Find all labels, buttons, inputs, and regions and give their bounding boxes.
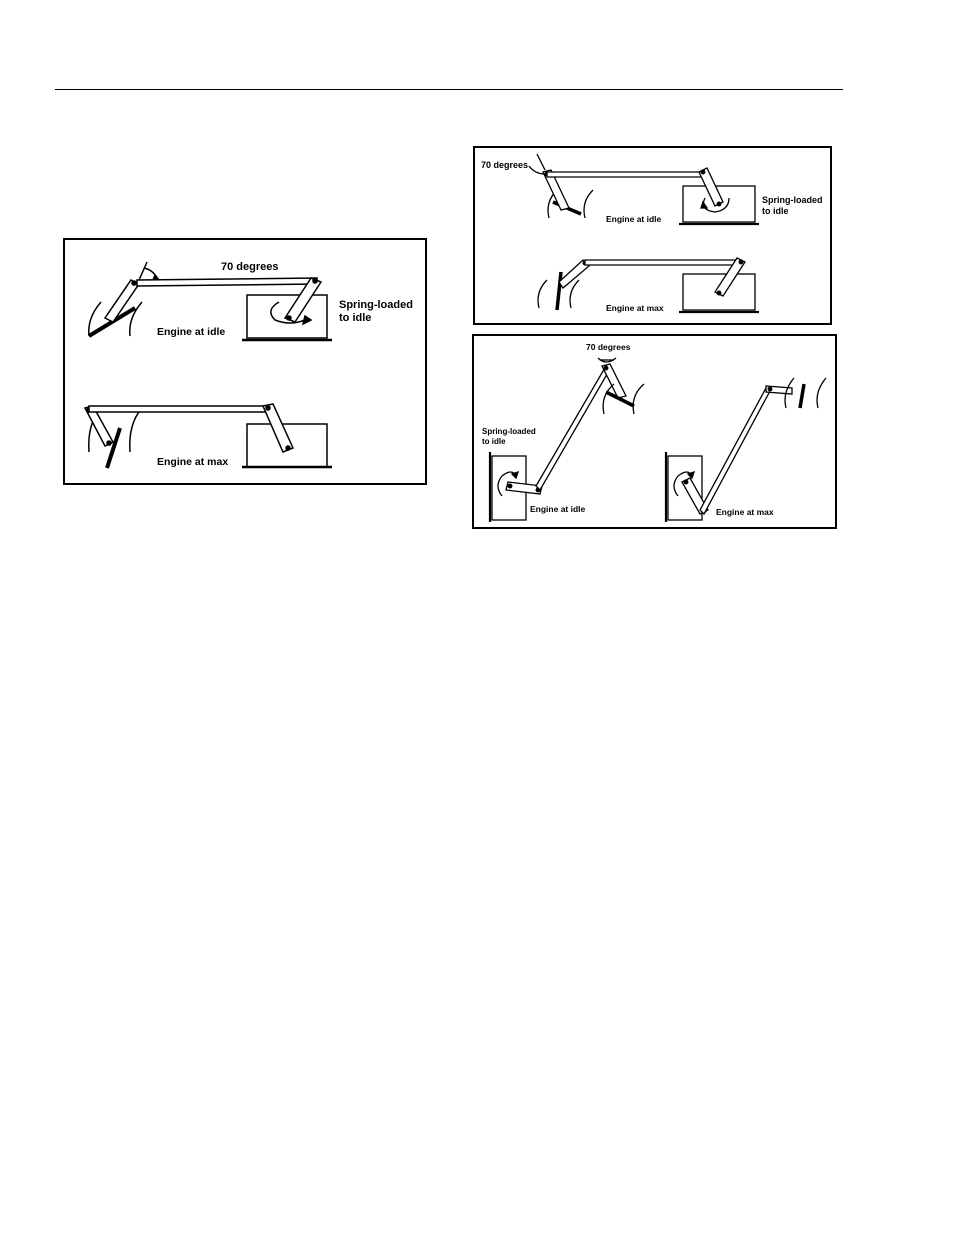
rod-max xyxy=(700,388,770,514)
figure-linkage-1 xyxy=(63,238,427,485)
spring-label-line2: to idle xyxy=(482,437,506,446)
linkage-diagram-2 xyxy=(475,148,830,323)
idle-label: Engine at idle xyxy=(606,214,662,224)
idle-label: Engine at idle xyxy=(530,504,586,514)
rod-max xyxy=(585,260,741,265)
spring-label-line1: Spring-loaded xyxy=(339,299,413,311)
rod-idle xyxy=(536,366,610,490)
throttle-plate-max xyxy=(800,384,804,408)
linkage-diagram-1 xyxy=(65,240,425,483)
throat-arc-right-idle xyxy=(130,302,142,336)
max-label: Engine at max xyxy=(157,456,229,468)
throttle-plate-max xyxy=(557,272,561,310)
idle-label: Engine at idle xyxy=(157,326,226,338)
figure-linkage-3 xyxy=(472,334,837,529)
angle-label: 70 degrees xyxy=(221,261,279,273)
linkage-diagram-3 xyxy=(474,336,835,527)
max-label: Engine at max xyxy=(716,507,774,517)
rod-idle xyxy=(547,172,703,177)
angle-label: 70 degrees xyxy=(586,342,631,352)
angle-reference-line xyxy=(139,262,147,280)
header-rule xyxy=(55,89,843,90)
spring-label-line1: Spring-loaded xyxy=(762,195,823,205)
max-label: Engine at max xyxy=(606,303,664,313)
angle-label: 70 degrees xyxy=(481,160,529,170)
governor-lever-max xyxy=(263,404,293,452)
spring-label-line1: Spring-loaded xyxy=(482,427,536,436)
spring-label-line2: to idle xyxy=(339,312,372,324)
rod-idle xyxy=(137,278,317,286)
spring-label-line2: to idle xyxy=(762,206,789,216)
throat-arc-right-idle xyxy=(584,190,593,218)
figure-linkage-2 xyxy=(473,146,832,325)
rod-max xyxy=(89,406,269,412)
throat-arc-right-max xyxy=(130,408,142,452)
